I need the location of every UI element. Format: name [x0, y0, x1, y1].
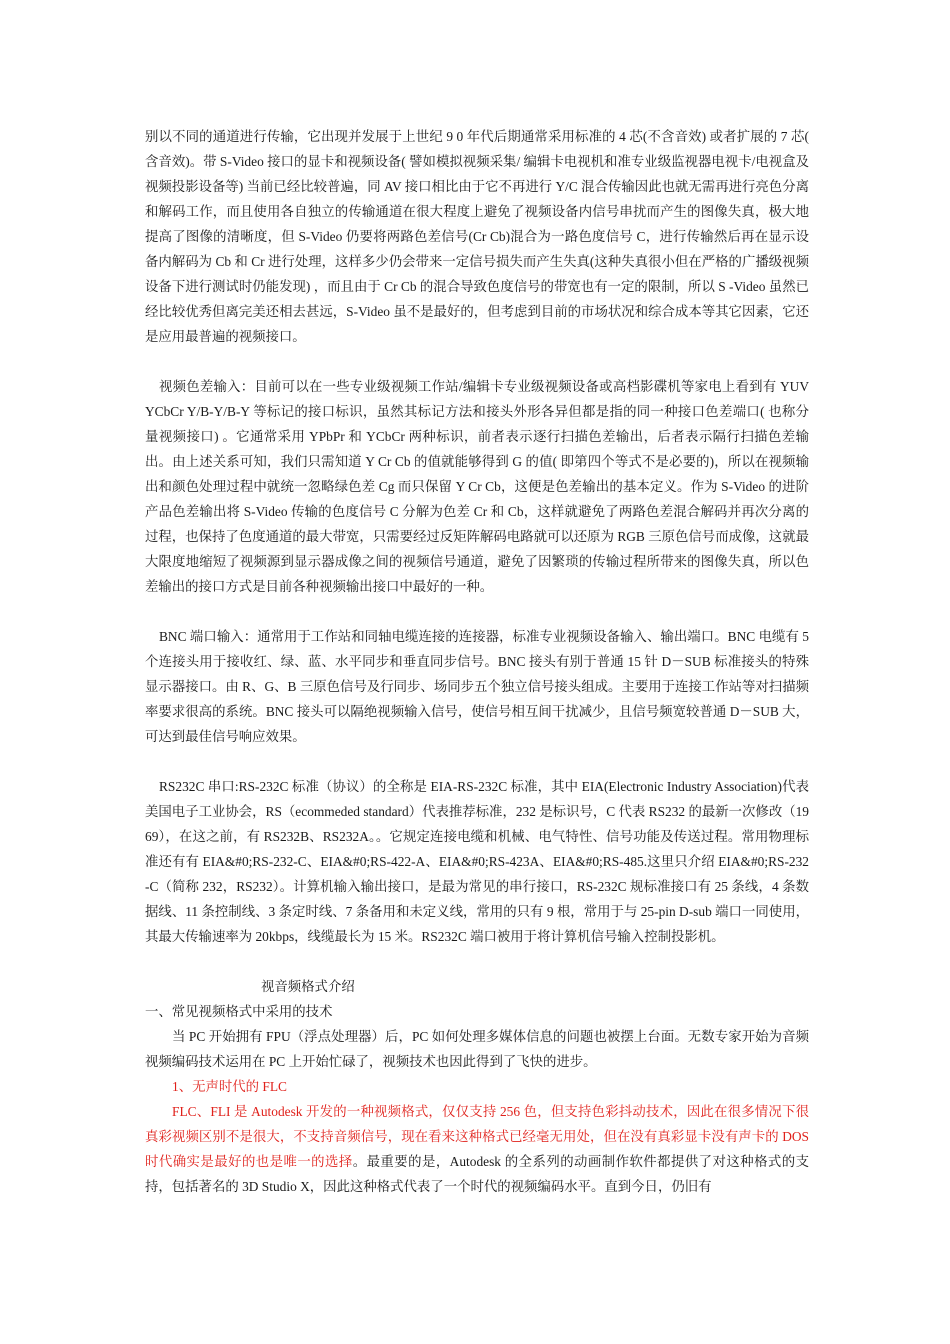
- subheading-flc: 1、无声时代的 FLC: [172, 1079, 287, 1094]
- paragraph-bnc: BNC 端口输入：通常用于工作站和同轴电缆连接的连接器，标准专业视频设备输入、输出端口。BNC 电缆有 5 个连接头用于接收红、绿、蓝、水平同步和垂直同步信号。BNC 接头有别于普通 15 针 D－SUB 标准接头的特殊显示器接口。由 R、G、B 三原色信号及行同步、场同步五个独立信号接头组成。主要用于连接工作站等对扫描频率要求很高的系统。BNC 接头可以隔绝视频输入信号，使信号相互间干扰减少，且信号频宽较普通 D－SUB 大，可达到最佳信号响应效果。: [145, 629, 809, 744]
- paragraph-flc: [145, 1099, 809, 1199]
- flc-highlight-text: FLC、FLI 是 Autodesk 开发的一种视频格式，仅仅支持 256 色，但支持色彩抖动技术，因此在很多情况下很真彩视频区别不是很大，不支持音频信号，现在看来这种格式已经毫无用处，但在没有真彩显卡没有声卡的 DOS 时代确实是最好的也是唯一的选择: [145, 1104, 809, 1169]
- paragraph-gap: [145, 349, 809, 374]
- document-body: [145, 124, 809, 1199]
- paragraph-rs232c: RS232C 串口:RS-232C 标准（协议）的全称是 EIA-RS-232C 标准，其中 EIA(Electronic Industry Association)代表美国电子工业协会，RS（ecommeded standard）代表推荐标准，232 是标识号，C 代表 RS232 的最新一次修改（1969），在这之前，有 RS232B、RS232A。。它规定连接电缆和机械、电气特性、信号功能及传送过程。常用物理标准还有有 EIA&#0;RS-232-C、EIA&#0;RS-422-A、EIA&#0;RS-423A、EIA&#0;RS-485.这里只介绍 EIA&#0;RS-232-C（简称 232，RS232）。计算机输入输出接口，是最为常见的串行接口，RS-232C 规标准接口有 25 条线，4 条数据线、11 条控制线、3 条定时线、7 条备用和未定义线，常用的只有 9 根，常用于与 25-pin D-sub 端口一同使用，其最大传输速率为 20kbps，线缆最长为 15 米。RS232C 端口被用于将计算机信号输入控制投影机。: [145, 779, 809, 944]
- section-heading: 一、常见视频格式中采用的技术: [145, 1004, 333, 1019]
- paragraph-pc-fpu: 当 PC 开始拥有 FPU（浮点处理器）后，PC 如何处理多媒体信息的问题也被摆上台面。无数专家开始为音频视频编码技术运用在 PC 上开始忙碌了，视频技术也因此得到了飞快的进步。: [145, 1029, 809, 1069]
- paragraph-s-video: 别以不同的通道进行传输，它出现并发展于上世纪 9 0 年代后期通常采用标准的 4 芯(不含音效) 或者扩展的 7 芯( 含音效)。带 S-Video 接口的显卡和视频设备( 譬如模拟视频采集/ 编辑卡电视机和准专业级监视器电视卡/电视盒及视频投影设备等) 当前已经比较普遍，同 AV 接口相比由于它不再进行 Y/C 混合传输因此也就无需再进行亮色分离和解码工作，而且使用各自独立的传输通道在很大程度上避免了视频设备内信号串扰而产生的图像失真，极大地提高了图像的清晰度，但 S-Video 仍要将两路色差信号(Cr Cb)混合为一路色度信号 C，进行传输然后再在显示设备内解码为 Cb 和 Cr 进行处理，这样多少仍会带来一定信号损失而产生失真(这种失真很小但在严格的广播级视频设备下进行测试时仍能发现) ，而且由于 Cr Cb 的混合导致色度信号的带宽也有一定的限制，所以 S -Video 虽然已经比较优秀但离完美还相去甚远，S-Video 虽不是最好的，但考虑到目前的市场状况和综合成本等其它因素，它还是应用最普遍的视频接口。: [145, 129, 809, 344]
- paragraph-gap: [145, 749, 809, 774]
- paragraph-gap: [145, 949, 809, 974]
- section-title: 视音频格式介绍: [261, 979, 355, 994]
- flc-normal-text: 。最重要的是，Autodesk 的全系列的动画制作软件都提供了对这种格式的支持，包括著名的 3D Studio X，因此这种格式代表了一个时代的视频编码水平。直到今日，仍旧有: [145, 1154, 810, 1194]
- paragraph-component-video: 视频色差输入：目前可以在一些专业级视频工作站/编辑卡专业级视频设备或高档影碟机等家电上看到有 YUV YCbCr Y/B-Y/B-Y 等标记的接口标识，虽然其标记方法和接头外形各异但都是指的同一种接口色差端口( 也称分量视频接口) 。它通常采用 YPbPr 和 YCbCr 两种标识，前者表示逐行扫描色差输出，后者表示隔行扫描色差输出。由上述关系可知，我们只需知道 Y Cr Cb 的值就能够得到 G 的值( 即第四个等式不是必要的)，所以在视频输出和颜色处理过程中就统一忽略绿色差 Cg 而只保留 Y Cr Cb，这便是色差输出的基本定义。作为 S-Video 的进阶产品色差输出将 S-Video 传输的色度信号 C 分解为色差 Cr 和 Cb，这样就避免了两路色差混合解码并再次分离的过程，也保持了色度通道的最大带宽，只需要经过反矩阵解码电路就可以还原为 RGB 三原色信号而成像，这就最大限度地缩短了视频源到显示器成像之间的视频信号通道，避免了因繁琐的传输过程所带来的图像失真，所以色差输出的接口方式是目前各种视频输出接口中最好的一种。: [145, 379, 809, 594]
- paragraph-gap: [145, 599, 809, 624]
